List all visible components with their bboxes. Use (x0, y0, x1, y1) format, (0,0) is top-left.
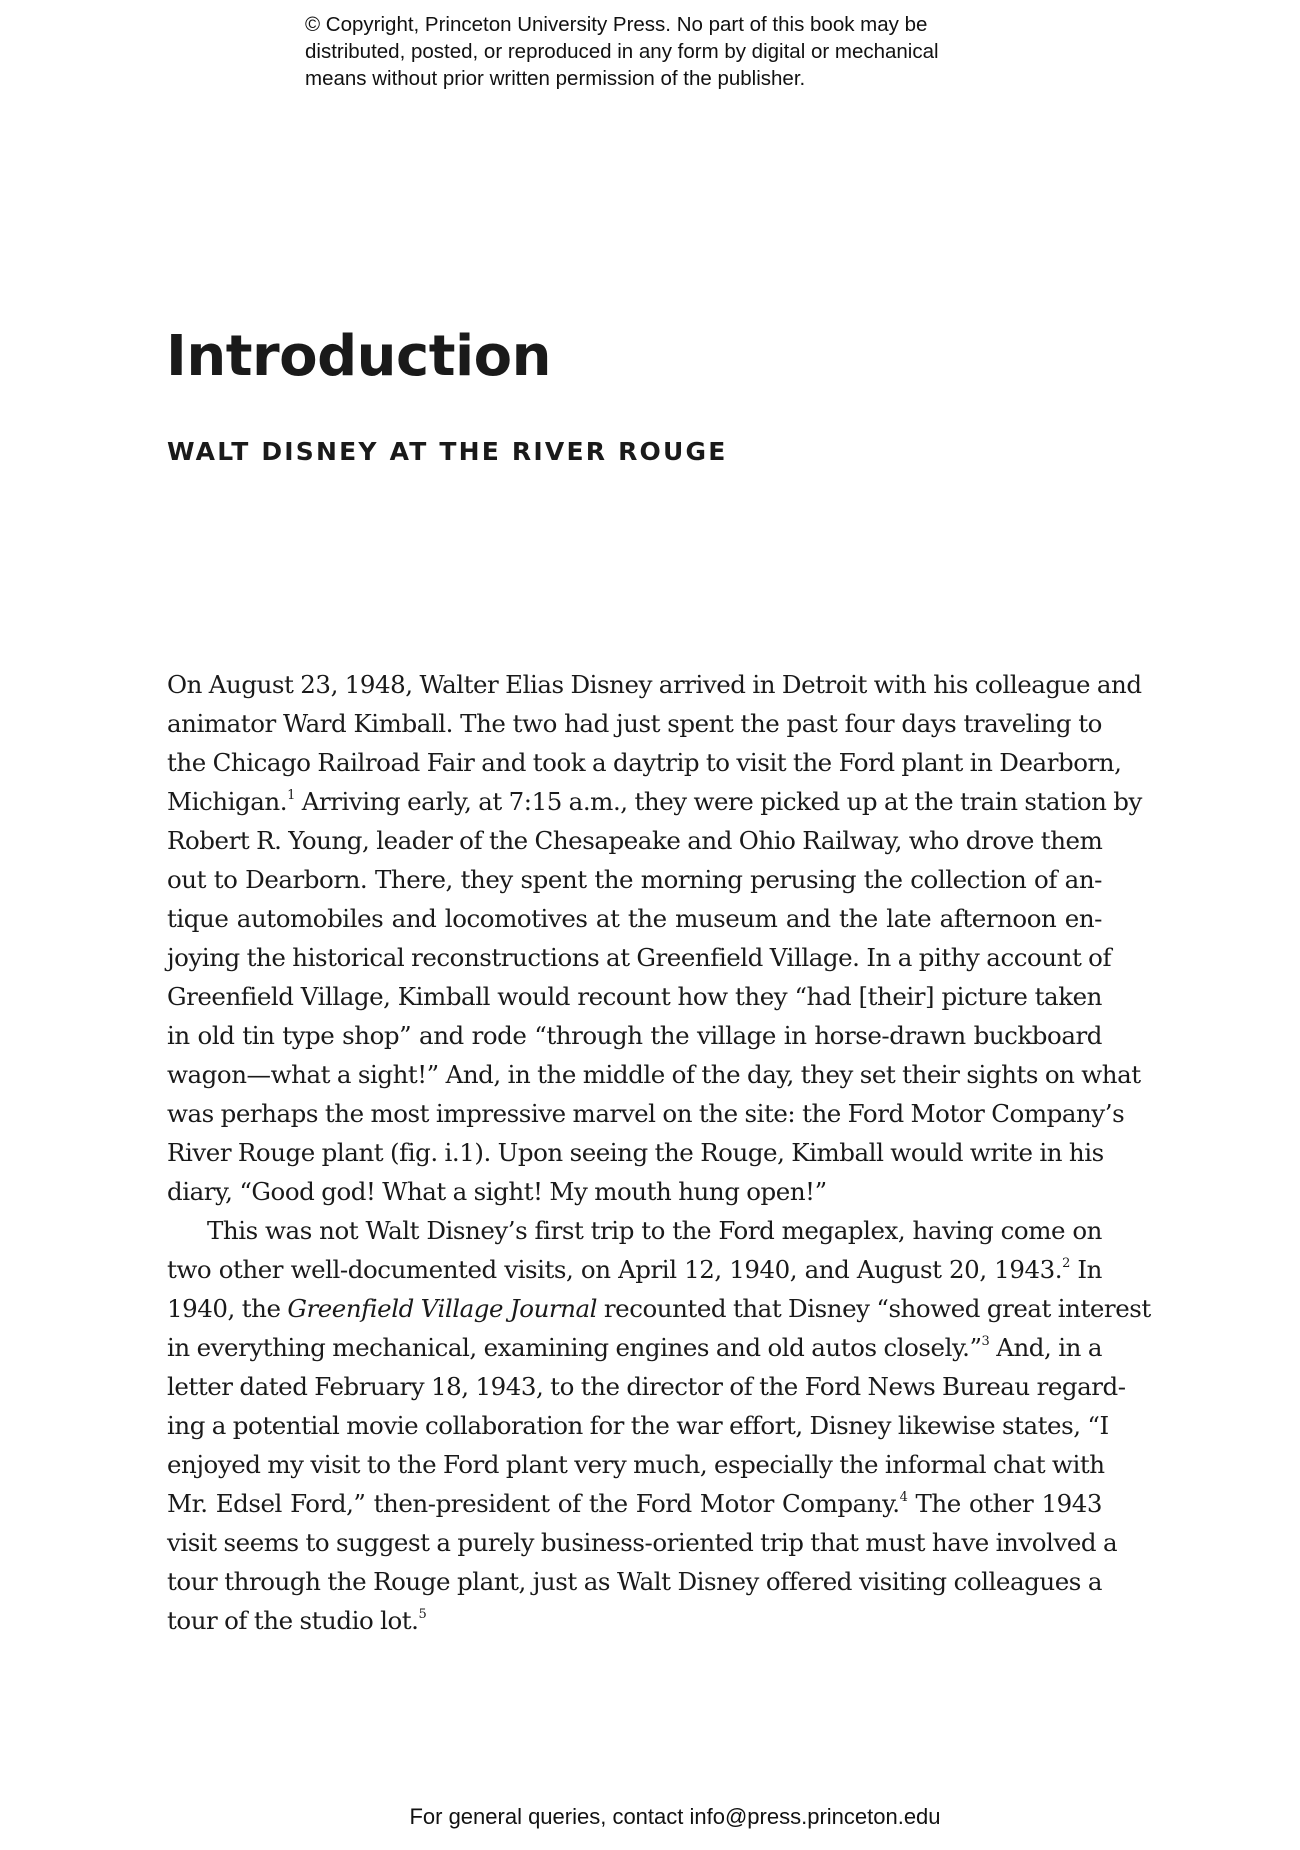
footnote-marker: 5 (418, 1607, 427, 1622)
text-line: joying the historical reconstructions at Greenfield Village. In a pithy account of (167, 943, 1112, 972)
paragraph-1 (167, 665, 1142, 1211)
text-line: ing a potential movie collaboration for the war effort, Disney likewise states, “I (167, 1411, 1109, 1440)
text-segment: And, in a (989, 1333, 1103, 1362)
text-line: letter dated February 18, 1943, to the director of the Ford News Bureau regard- (167, 1372, 1126, 1401)
text-line: was perhaps the most impressive marvel on the site: the Ford Motor Company’s (167, 1099, 1125, 1128)
text-segment: recounted that Disney “showed great interest (597, 1294, 1151, 1323)
body-text (167, 665, 1151, 1640)
text-segment: in everything mechanical, examining engines and old autos closely.” (167, 1333, 982, 1362)
text-segment: Michigan. (167, 787, 288, 816)
text-segment: two other well-documented visits, on April 12, 1940, and August 20, 1943. (167, 1255, 1063, 1284)
text-line: visit seems to suggest a purely business-oriented trip that must have involved a (167, 1528, 1118, 1557)
text-line: out to Dearborn. There, they spent the morning perusing the collection of an- (167, 865, 1102, 894)
text-line: the Chicago Railroad Fair and took a daytrip to visit the Ford plant in Dearborn, (167, 748, 1122, 777)
text-segment: Arriving early, at 7:15 a.m., they were picked up at the train station by (294, 787, 1142, 816)
copyright-line: distributed, posted, or reproduced in any form by digital or mechanical (305, 40, 939, 63)
text-line: Greenfield Village, Kimball would recount how they “had [their] picture taken (167, 982, 1102, 1011)
text-line: wagon—what a sight!” And, in the middle of the day, they set their sights on what (167, 1060, 1141, 1089)
text-line: tour through the Rouge plant, just as Walt Disney offered visiting colleagues a (167, 1567, 1102, 1596)
text-line (167, 1289, 1151, 1328)
text-line: On August 23, 1948, Walter Elias Disney arrived in Detroit with his colleague and (167, 670, 1142, 699)
text-line (167, 1601, 1102, 1640)
paragraph-2 (167, 1211, 1151, 1640)
footer-contact: For general queries, contact info@press.princeton.edu (409, 1804, 941, 1829)
text-line: enjoyed my visit to the Ford plant very much, especially the informal chat with (167, 1450, 1105, 1479)
text-line (167, 1328, 1102, 1367)
text-segment: The other 1943 (907, 1489, 1103, 1518)
copyright-notice (305, 11, 1065, 92)
text-segment: 1940, the (167, 1294, 288, 1323)
journal-title: Greenfield Village Journal (287, 1294, 598, 1323)
text-line: This was not Walt Disney’s first trip to the Ford megaplex, having come on (207, 1216, 1102, 1245)
footnote-marker: 2 (1062, 1256, 1070, 1271)
copyright-line: © Copyright, Princeton University Press. No part of this book may be (305, 13, 928, 36)
footnote-marker: 1 (287, 788, 295, 803)
text-line (167, 782, 1142, 821)
text-line: tique automobiles and locomotives at the museum and the late afternoon en- (167, 904, 1102, 933)
text-segment: Mr. Edsel Ford,” then-president of the Ford Motor Company. (167, 1489, 900, 1518)
footnote-marker: 3 (981, 1334, 990, 1349)
text-line (167, 1250, 1102, 1289)
footnote-marker: 4 (899, 1490, 908, 1505)
text-line: diary, “Good god! What a sight! My mouth hung open!” (167, 1177, 827, 1206)
text-line: River Rouge plant (fig. i.1). Upon seeing the Rouge, Kimball would write in his (167, 1138, 1104, 1167)
text-line: in old tin type shop” and rode “through the village in horse-drawn buckboard (167, 1021, 1102, 1050)
copyright-line: means without prior written permission of the publisher. (305, 67, 806, 90)
text-line: animator Ward Kimball. The two had just spent the past four days traveling to (167, 709, 1102, 738)
chapter-title: Introduction (166, 324, 552, 389)
text-line (167, 1484, 1102, 1523)
chapter-subtitle: WALT DISNEY AT THE RIVER ROUGE (167, 437, 728, 466)
text-line: Robert R. Young, leader of the Chesapeake and Ohio Railway, who drove them (167, 826, 1103, 855)
text-segment: In (1069, 1255, 1102, 1284)
text-segment: tour of the studio lot. (167, 1606, 419, 1635)
